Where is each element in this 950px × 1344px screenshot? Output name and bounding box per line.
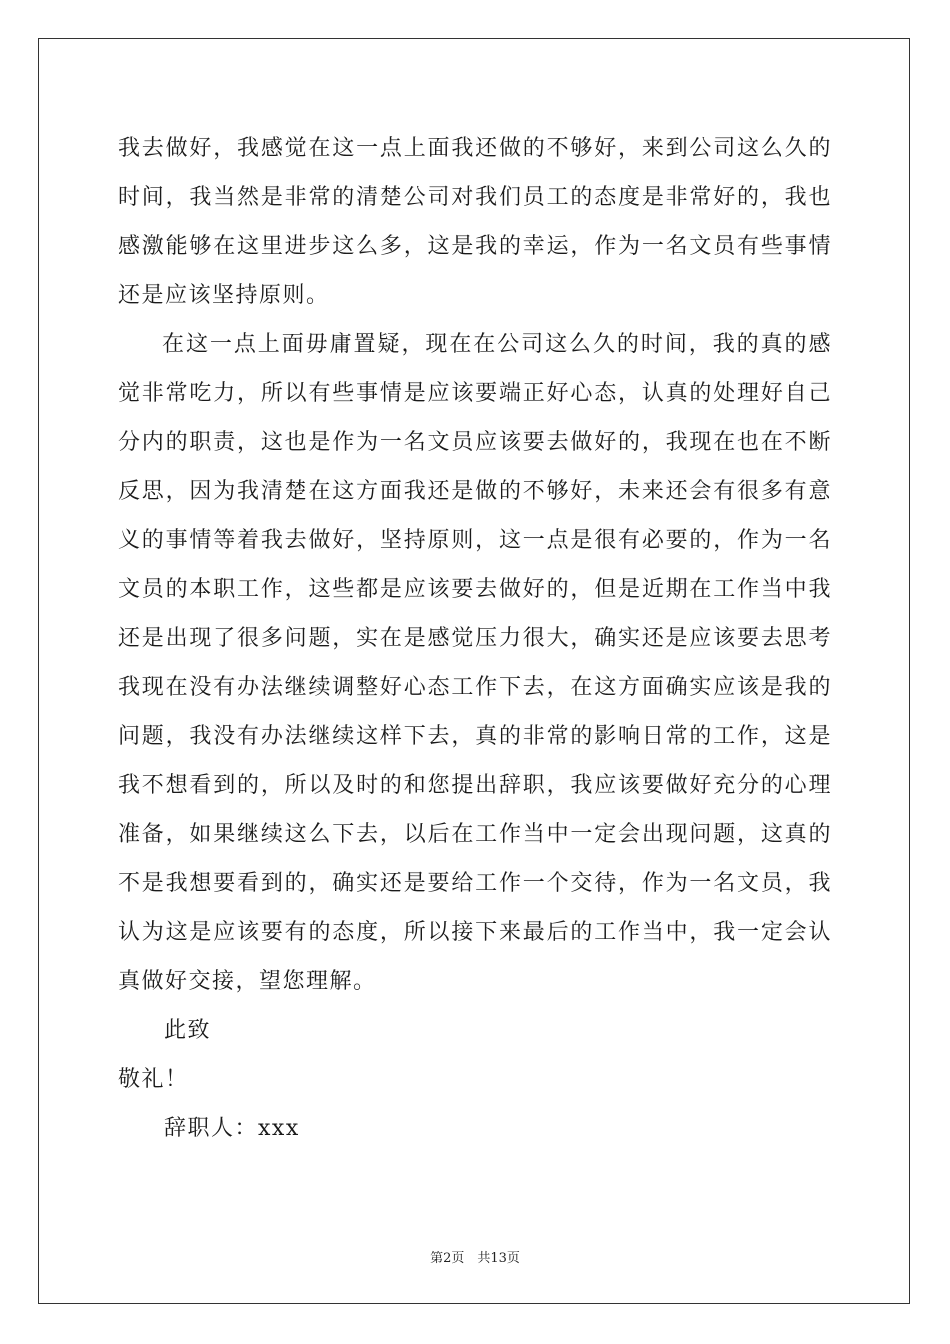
signature-line: 辞职人：xxx: [164, 1116, 300, 1141]
paragraph-continuation: 我去做好，我感觉在这一点上面我还做的不够好，来到公司这么久的时间，我当然是非常的清楚公司对我们员工的态度是非常好的，我也感激能够在这里进步这么多，这是我的幸运，作为一名文员有些事情还是应该坚持原则。: [118, 136, 832, 308]
letter-body: [118, 124, 832, 1153]
closing-line: 此致: [164, 1018, 212, 1043]
paragraph-main: 在这一点上面毋庸置疑，现在在公司这么久的时间，我的真的感觉非常吃力，所以有些事情是应该要端正好心态，认真的处理好自己分内的职责，这也是作为一名文员应该要去做好的，我现在也在不断反思，因为我清楚在这方面我还是做的不够好，未来还会有很多有意义的事情等着我去做好，坚持原则，这一点是很有必要的，作为一名文员的本职工作，这些都是应该要去做好的，但是近期在工作当中我还是出现了很多问题，实在是感觉压力很大，确实还是应该要去思考我现在没有办法继续调整好心态工作下去，在这方面确实应该是我的问题，我没有办法继续这样下去，真的非常的影响日常的工作，这是我不想看到的，所以及时的和您提出辞职，我应该要做好充分的心理准备，如果继续这么下去，以后在工作当中一定会出现问题，这真的不是我想要看到的，确实还是要给工作一个交待，作为一名文员，我认为这是应该要有的态度，所以接下来最后的工作当中，我一定会认真做好交接，望您理解。: [118, 332, 832, 994]
page-number-footer: 第2页 共13页: [430, 1251, 520, 1266]
salutation-line: 敬礼！: [118, 1067, 189, 1092]
